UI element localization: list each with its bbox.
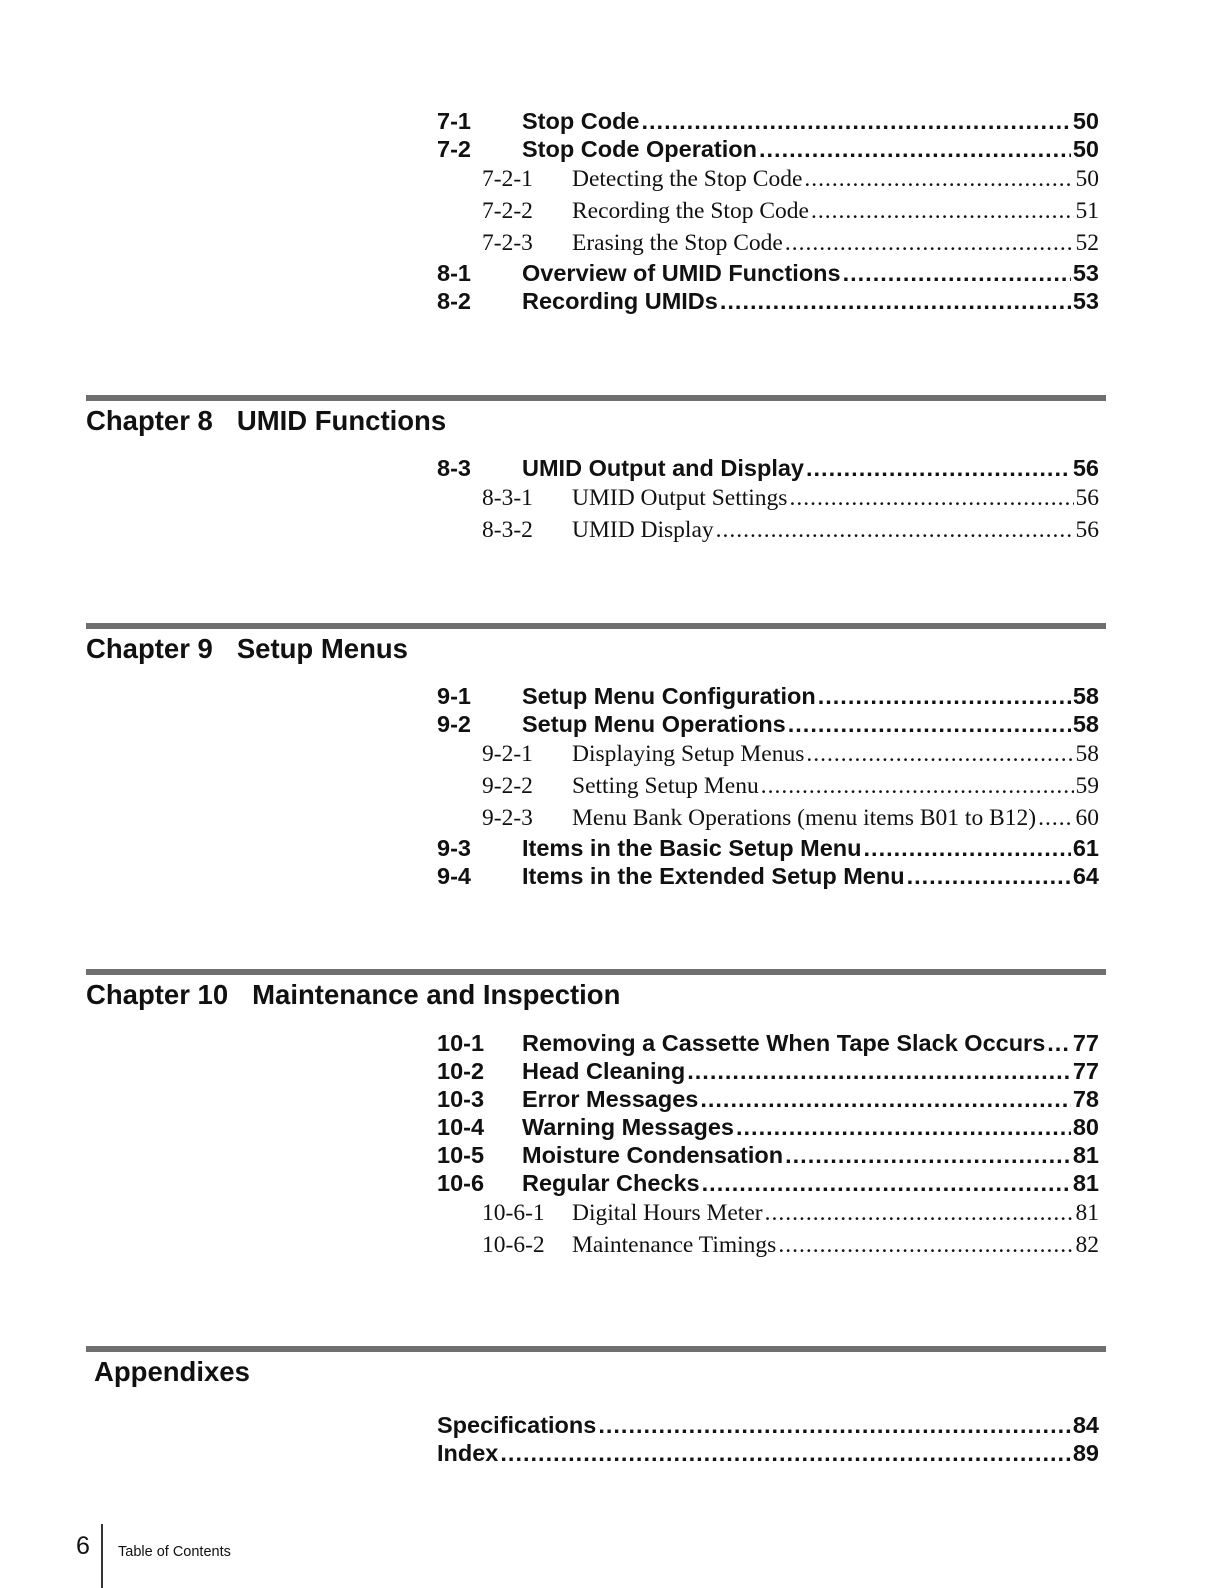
toc-entry[interactable] <box>437 287 1099 315</box>
toc-block-chapter-8 <box>437 454 1099 546</box>
toc-entry-page: 56 <box>1075 485 1099 511</box>
toc-entry-title: Recording UMIDs <box>522 288 718 314</box>
toc-entry-title: Erasing the Stop Code <box>572 230 783 256</box>
chapter-9-header <box>86 623 1106 665</box>
toc-leader-dots <box>598 1411 1071 1439</box>
toc-entry-title: Specifications <box>437 1412 597 1438</box>
toc-entry-number: 10-6-2 <box>482 1232 545 1258</box>
toc-entry-title: Overview of UMID Functions <box>522 260 841 286</box>
toc-entry-title: Error Messages <box>522 1086 699 1112</box>
toc-entry-title: Stop Code <box>522 108 640 134</box>
toc-entry-page: 56 <box>1075 517 1099 543</box>
toc-subentry[interactable] <box>437 514 1099 546</box>
toc-entry-page: 82 <box>1075 1232 1099 1258</box>
toc-entry-number: 7-1 <box>437 108 471 134</box>
toc-entry-number: 8-3 <box>437 455 471 481</box>
toc-block-appendixes <box>437 1411 1099 1467</box>
toc-entry-title: Removing a Cassette When Tape Slack Occurs <box>522 1030 1046 1056</box>
toc-entry[interactable] <box>437 1439 1099 1467</box>
toc-entry-title: Head Cleaning <box>522 1058 686 1084</box>
toc-entry-number: 7-2-3 <box>482 230 533 256</box>
toc-entry-title: Stop Code Operation <box>522 136 757 162</box>
footer-divider <box>101 1524 103 1588</box>
toc-entry[interactable] <box>437 710 1099 738</box>
toc-entry-title: Index <box>437 1440 499 1466</box>
toc-entry-number: 9-2-1 <box>482 741 533 767</box>
toc-entry-number: 8-1 <box>437 260 471 286</box>
toc-entry-number: 9-4 <box>437 863 471 889</box>
chapter-number: Chapter 10 <box>86 979 229 1010</box>
toc-entry-number: 8-3-2 <box>482 517 533 543</box>
toc-leader-dots <box>811 195 1074 227</box>
toc-entry-number: 8-3-1 <box>482 485 533 511</box>
chapter-title: UMID Functions <box>236 405 447 436</box>
toc-entry-title: Setting Setup Menu <box>572 773 759 799</box>
chapter-number: Chapter 9 <box>86 633 213 664</box>
toc-subentry[interactable] <box>437 482 1099 514</box>
toc-entry-page: 60 <box>1075 805 1099 831</box>
toc-entry-title: Moisture Condensation <box>522 1142 784 1168</box>
toc-entry-page: 53 <box>1072 260 1099 286</box>
toc-entry[interactable] <box>437 834 1099 862</box>
toc-subentry[interactable] <box>437 227 1099 259</box>
toc-block-top <box>437 107 1099 315</box>
toc-subentry[interactable] <box>437 770 1099 802</box>
toc-entry-number: 9-3 <box>437 835 471 861</box>
toc-leader-dots <box>1047 1029 1071 1057</box>
chapter-number: Chapter 8 <box>86 405 213 436</box>
toc-leader-dots <box>806 738 1073 770</box>
toc-leader-dots <box>702 1169 1071 1197</box>
toc-leader-dots <box>806 454 1071 482</box>
toc-entry-number: 10-4 <box>437 1114 485 1140</box>
toc-entry-page: 59 <box>1075 773 1099 799</box>
toc-entry-page: 61 <box>1072 835 1099 861</box>
toc-leader-dots <box>700 1085 1071 1113</box>
toc-entry-title: Items in the Basic Setup Menu <box>522 835 862 861</box>
toc-leader-dots <box>642 107 1071 135</box>
toc-leader-dots <box>778 1229 1073 1261</box>
chapter-heading <box>86 1356 1106 1388</box>
toc-leader-dots <box>788 710 1071 738</box>
toc-entry-title: Setup Menu Operations <box>522 711 786 737</box>
toc-leader-dots <box>687 1057 1071 1085</box>
toc-subentry[interactable] <box>437 1197 1099 1229</box>
toc-entry-page: 81 <box>1072 1142 1099 1168</box>
toc-entry-page: 58 <box>1072 683 1099 709</box>
toc-entry-number: 7-2-2 <box>482 198 533 224</box>
toc-entry-title: Warning Messages <box>522 1114 734 1140</box>
toc-entry[interactable] <box>437 1113 1099 1141</box>
toc-entry[interactable] <box>437 1141 1099 1169</box>
toc-subentry[interactable] <box>437 195 1099 227</box>
chapter-8-header <box>86 395 1106 437</box>
toc-entry-title: Regular Checks <box>522 1170 700 1196</box>
toc-subentry[interactable] <box>437 1229 1099 1261</box>
toc-entry-page: 89 <box>1072 1440 1099 1466</box>
toc-entry-title: UMID Output Settings <box>572 485 788 511</box>
chapter-heading <box>86 405 1106 437</box>
chapter-rule <box>86 623 1106 629</box>
toc-block-chapter-10 <box>437 1029 1099 1261</box>
toc-entry-number: 10-2 <box>437 1058 485 1084</box>
toc-entry-page: 58 <box>1072 711 1099 737</box>
toc-entry-page: 77 <box>1072 1058 1099 1084</box>
toc-entry[interactable] <box>437 682 1099 710</box>
toc-block-chapter-9 <box>437 682 1099 890</box>
toc-subentry[interactable] <box>437 802 1099 834</box>
toc-leader-dots <box>500 1439 1070 1467</box>
toc-leader-dots <box>804 163 1073 195</box>
toc-leader-dots <box>716 514 1074 546</box>
toc-entry-number: 7-2 <box>437 136 471 162</box>
toc-leader-dots <box>864 834 1071 862</box>
toc-entry[interactable] <box>437 1169 1099 1197</box>
toc-entry-page: 64 <box>1072 863 1099 889</box>
appendixes-header <box>86 1346 1106 1388</box>
toc-entry-title: Recording the Stop Code <box>572 198 809 224</box>
toc-entry-number: 10-6 <box>437 1170 485 1196</box>
chapter-rule <box>86 1346 1106 1352</box>
toc-entry[interactable] <box>437 1057 1099 1085</box>
chapter-10-header <box>86 969 1106 1011</box>
chapter-title: Maintenance and Inspection <box>252 979 621 1010</box>
toc-leader-dots <box>759 135 1071 163</box>
toc-leader-dots <box>785 227 1074 259</box>
toc-entry[interactable] <box>437 862 1099 890</box>
toc-leader-dots <box>765 1197 1074 1229</box>
toc-entry-page: 80 <box>1072 1114 1099 1140</box>
appendixes-title: Appendixes <box>94 1356 250 1387</box>
toc-entry-page: 78 <box>1072 1086 1099 1112</box>
toc-entry-title: Maintenance Timings <box>572 1232 777 1258</box>
toc-entry-number: 8-2 <box>437 288 471 314</box>
toc-entry-page: 56 <box>1072 455 1099 481</box>
chapter-heading <box>86 633 1106 665</box>
toc-entry-page: 52 <box>1075 230 1099 256</box>
toc-entry-number: 9-2 <box>437 711 471 737</box>
chapter-rule <box>86 969 1106 975</box>
toc-leader-dots <box>818 682 1071 710</box>
toc-entry-number: 10-5 <box>437 1142 485 1168</box>
toc-leader-dots <box>1038 802 1073 834</box>
toc-entry-page: 50 <box>1075 166 1099 192</box>
toc-leader-dots <box>785 1141 1071 1169</box>
toc-entry-number: 9-2-3 <box>482 805 533 831</box>
toc-entry-title: Setup Menu Configuration <box>522 683 816 709</box>
chapter-rule <box>86 395 1106 401</box>
toc-entry-page: 77 <box>1072 1030 1099 1056</box>
toc-subentry[interactable] <box>437 738 1099 770</box>
toc-entry[interactable] <box>437 1085 1099 1113</box>
toc-entry-page: 58 <box>1075 741 1099 767</box>
toc-entry-number: 10-3 <box>437 1086 485 1112</box>
toc-entry[interactable] <box>437 135 1099 163</box>
toc-entry-page: 81 <box>1075 1200 1099 1226</box>
toc-entry-number: 9-1 <box>437 683 471 709</box>
toc-entry[interactable] <box>437 1029 1099 1057</box>
toc-leader-dots <box>843 259 1071 287</box>
toc-leader-dots <box>789 482 1073 514</box>
toc-entry-page: 50 <box>1072 136 1099 162</box>
toc-entry[interactable] <box>437 454 1099 482</box>
toc-subentry[interactable] <box>437 163 1099 195</box>
toc-entry-title: Digital Hours Meter <box>572 1200 763 1226</box>
footer-section-label: Table of Contents <box>118 1544 231 1560</box>
toc-leader-dots <box>720 287 1071 315</box>
toc-entry-page: 81 <box>1072 1170 1099 1196</box>
chapter-title: Setup Menus <box>236 633 408 664</box>
toc-entry-page: 50 <box>1072 108 1099 134</box>
toc-entry-title: Menu Bank Operations (menu items B01 to B12) <box>572 805 1037 831</box>
page-number: 6 <box>76 1532 90 1560</box>
toc-entry-title: Items in the Extended Setup Menu <box>522 863 905 889</box>
toc-entry-number: 10-1 <box>437 1030 485 1056</box>
toc-entry-page: 84 <box>1072 1412 1099 1438</box>
toc-entry-title: Displaying Setup Menus <box>572 741 805 767</box>
toc-entry[interactable] <box>437 107 1099 135</box>
toc-entry[interactable] <box>437 1411 1099 1439</box>
toc-entry-page: 51 <box>1075 198 1099 224</box>
toc-leader-dots <box>736 1113 1071 1141</box>
toc-leader-dots <box>761 770 1074 802</box>
toc-entry-title: UMID Output and Display <box>522 455 804 481</box>
toc-entry[interactable] <box>437 259 1099 287</box>
chapter-heading <box>86 979 1106 1011</box>
toc-leader-dots <box>907 862 1071 890</box>
toc-entry-number: 7-2-1 <box>482 166 533 192</box>
toc-entry-title: Detecting the Stop Code <box>572 166 803 192</box>
toc-entry-page: 53 <box>1072 288 1099 314</box>
toc-entry-number: 9-2-2 <box>482 773 533 799</box>
toc-entry-title: UMID Display <box>572 517 714 543</box>
toc-entry-number: 10-6-1 <box>482 1200 545 1226</box>
